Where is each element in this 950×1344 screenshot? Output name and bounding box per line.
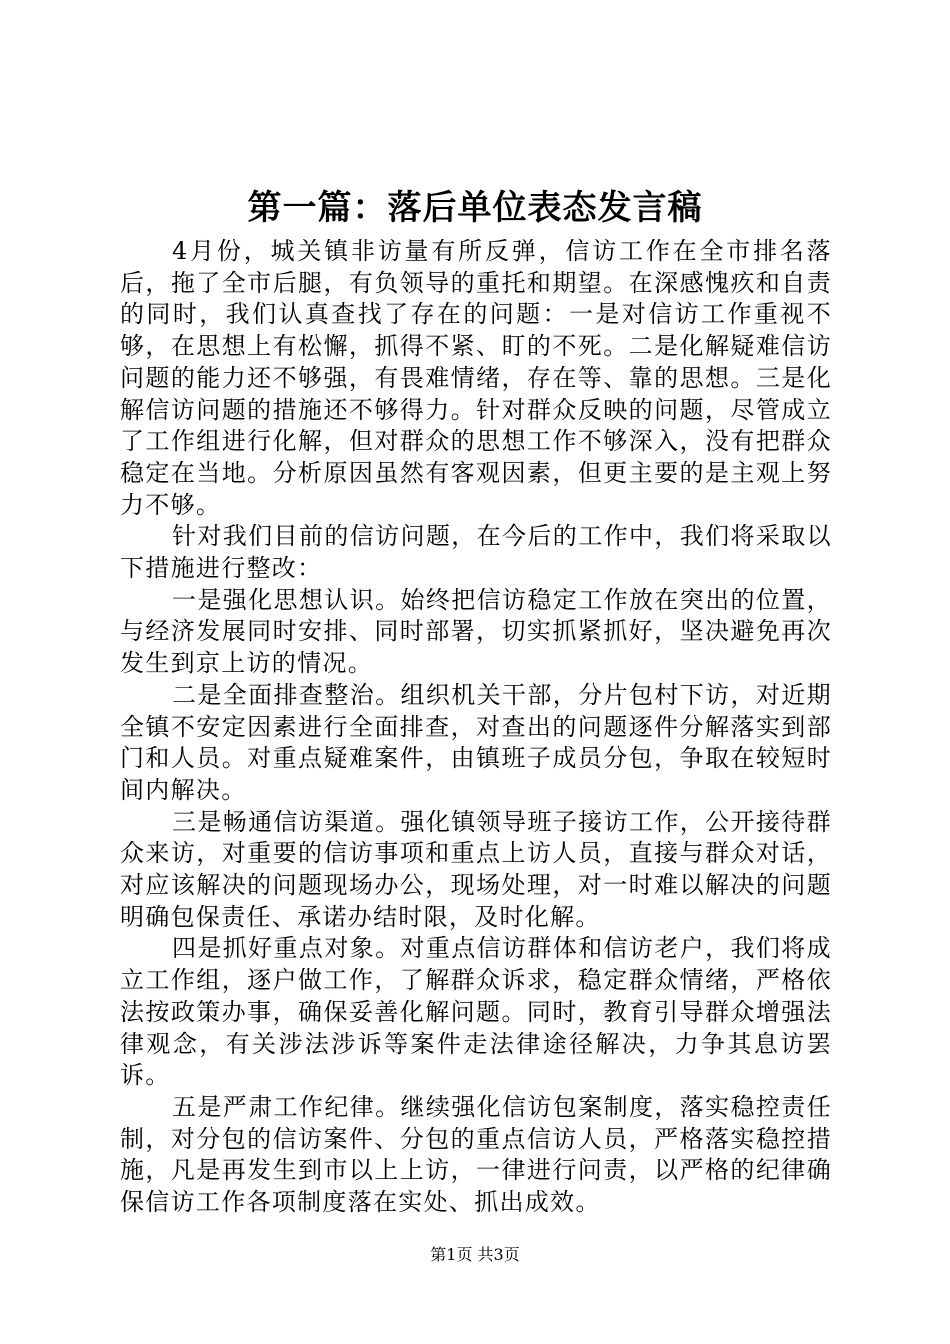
document-title: 第一篇：落后单位表态发言稿	[247, 188, 703, 228]
page-footer: 第1页 共3页	[430, 1245, 520, 1264]
paragraph-intro: 4月份，城关镇非访量有所反弹，信访工作在全市排名落后，拖了全市后腿，有负领导的重托和期望。在深感愧疚和自责的同时，我们认真查找了存在的问题：一是对信访工作重视不够，在思想上有松懈，抓得不紧、盯的不死。二是化解疑难信访问题的能力还不够强，有畏难情绪，存在等、靠的思想。三是化解信访问题的措施还不够得力。针对群众反映的问题，尽管成立了工作组进行化解，但对群众的思想工作不够深入，没有把群众稳定在当地。分析原因虽然有客观因素，但更主要的是主观上努力不够。	[120, 237, 832, 519]
paragraph-measure-3: 三是畅通信访渠道。强化镇领导班子接访工作，公开接待群众来访，对重要的信访事项和重点上访人员，直接与群众对话，对应该解决的问题现场办公，现场处理，对一时难以解决的问题明确包保责任、承诺办结时限，及时化解。	[120, 807, 832, 931]
paragraph-measures-lead: 针对我们目前的信访问题，在今后的工作中，我们将采取以下措施进行整改：	[120, 522, 832, 583]
paragraph-measure-4: 四是抓好重点对象。对重点信访群体和信访老户，我们将成立工作组，逐户做工作，了解群众诉求，稳定群众情绪，严格依法按政策办事，确保妥善化解问题。同时，教育引导群众增强法律观念，有关涉法涉诉等案件走法律途径解决，力争其息访罢诉。	[120, 934, 832, 1090]
paragraph-measure-5: 五是严肃工作纪律。继续强化信访包案制度，落实稳控责任制，对分包的信访案件、分包的重点信访人员，严格落实稳控措施，凡是再发生到市以上上访，一律进行问责，以严格的纪律确保信访工作各项制度落在实处、抓出成效。	[120, 1092, 832, 1217]
document-body	[120, 236, 832, 1219]
paragraph-measure-2: 二是全面排查整治。组织机关干部，分片包村下访，对近期全镇不安定因素进行全面排查，对查出的问题逐件分解落实到部门和人员。对重点疑难案件，由镇班子成员分包，争取在较短时间内解决。	[120, 680, 832, 804]
paragraph-measure-1: 一是强化思想认识。始终把信访稳定工作放在突出的位置，与经济发展同时安排、同时部署，切实抓紧抓好，坚决避免再次发生到京上访的情况。	[120, 585, 832, 678]
